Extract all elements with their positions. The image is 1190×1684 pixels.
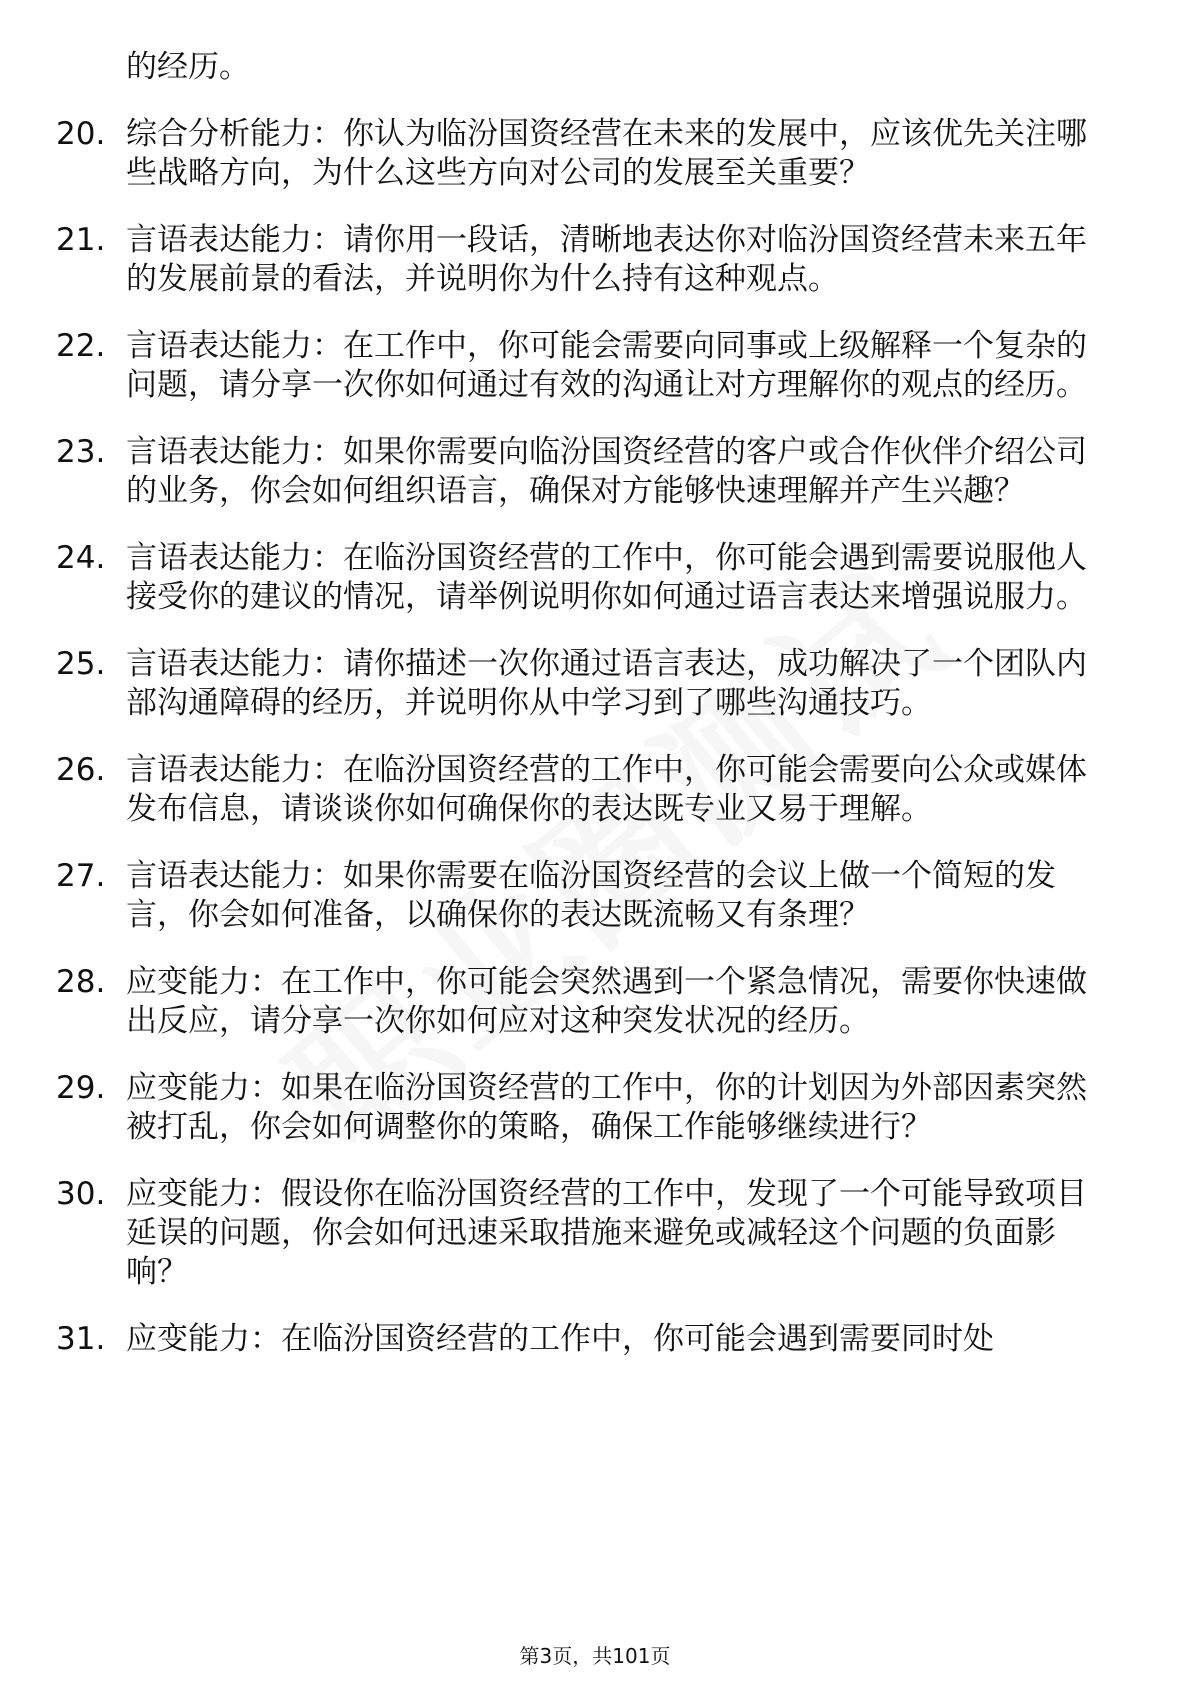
question-text: 应变能力：在工作中，你可能会突然遇到一个紧急情况，需要你快速做出反应，请分享一次你如何应对这种突发状况的经历。 <box>126 964 1087 1039</box>
question-number: 21. <box>56 222 106 258</box>
question-item <box>56 857 1116 935</box>
page-footer: 第3页，共101页 <box>519 1644 671 1668</box>
question-text: 言语表达能力：请你描述一次你通过语言表达，成功解决了一个团队内部沟通障碍的经历，并说明你从中学习到了哪些沟通技巧。 <box>126 646 1087 721</box>
question-item <box>56 327 1116 405</box>
question-item <box>56 115 1116 193</box>
question-number: 31. <box>56 1321 106 1357</box>
question-number: 25. <box>56 646 106 682</box>
question-text: 应变能力：如果在临汾国资经营的工作中，你的计划因为外部因素突然被打乱，你会如何调整你的策略，确保工作能够继续进行？ <box>126 1070 1087 1145</box>
question-text: 应变能力：假设你在临汾国资经营的工作中，发现了一个可能导致项目延误的问题，你会如何迅速采取措施来避免或减轻这个问题的负面影响？ <box>126 1176 1087 1290</box>
question-number: 23. <box>56 434 106 470</box>
question-item <box>56 539 1116 617</box>
question-item <box>56 751 1116 829</box>
question-text: 言语表达能力：在工作中，你可能会需要向同事或上级解释一个复杂的问题，请分享一次你如何通过有效的沟通让对方理解你的观点的经历。 <box>126 328 1087 403</box>
question-number: 24. <box>56 540 106 576</box>
question-item <box>56 645 1116 723</box>
question-text: 言语表达能力：请你用一段话，清晰地表达你对临汾国资经营未来五年的发展前景的看法，并说明你为什么持有这种观点。 <box>126 222 1087 297</box>
question-item <box>56 1320 1116 1359</box>
question-text: 言语表达能力：在临汾国资经营的工作中，你可能会遇到需要说服他人接受你的建议的情况，请举例说明你如何通过语言表达来增强说服力。 <box>126 540 1087 615</box>
question-number: 29. <box>56 1070 106 1106</box>
question-number: 30. <box>56 1176 106 1212</box>
question-text: 言语表达能力：在临汾国资经营的工作中，你可能会需要向公众或媒体发布信息，请谈谈你如何确保你的表达既专业又易于理解。 <box>126 752 1087 827</box>
question-text: 言语表达能力：如果你需要向临汾国资经营的客户或合作伙伴介绍公司的业务，你会如何组织语言，确保对方能够快速理解并产生兴趣？ <box>126 434 1087 509</box>
question-text: 综合分析能力：你认为临汾国资经营在未来的发展中，应该优先关注哪些战略方向，为什么这些方向对公司的发展至关重要？ <box>126 116 1087 191</box>
question-number: 26. <box>56 752 106 788</box>
question-item <box>56 433 1116 511</box>
question-item <box>56 1069 1116 1147</box>
question-item <box>56 1175 1116 1292</box>
question-text: 应变能力：在临汾国资经营的工作中，你可能会遇到需要同时处 <box>126 1321 994 1357</box>
question-number: 27. <box>56 858 106 894</box>
question-list <box>56 48 1116 1387</box>
question-number: 28. <box>56 964 106 1000</box>
question-number: 22. <box>56 328 106 364</box>
question-item <box>56 221 1116 299</box>
question-number: 20. <box>56 116 106 152</box>
question-text: 言语表达能力：如果你需要在临汾国资经营的会议上做一个简短的发言，你会如何准备，以确保你的表达既流畅又有条理？ <box>126 858 1056 933</box>
continuation-text: 的经历。 <box>126 49 250 85</box>
question-item <box>56 963 1116 1041</box>
